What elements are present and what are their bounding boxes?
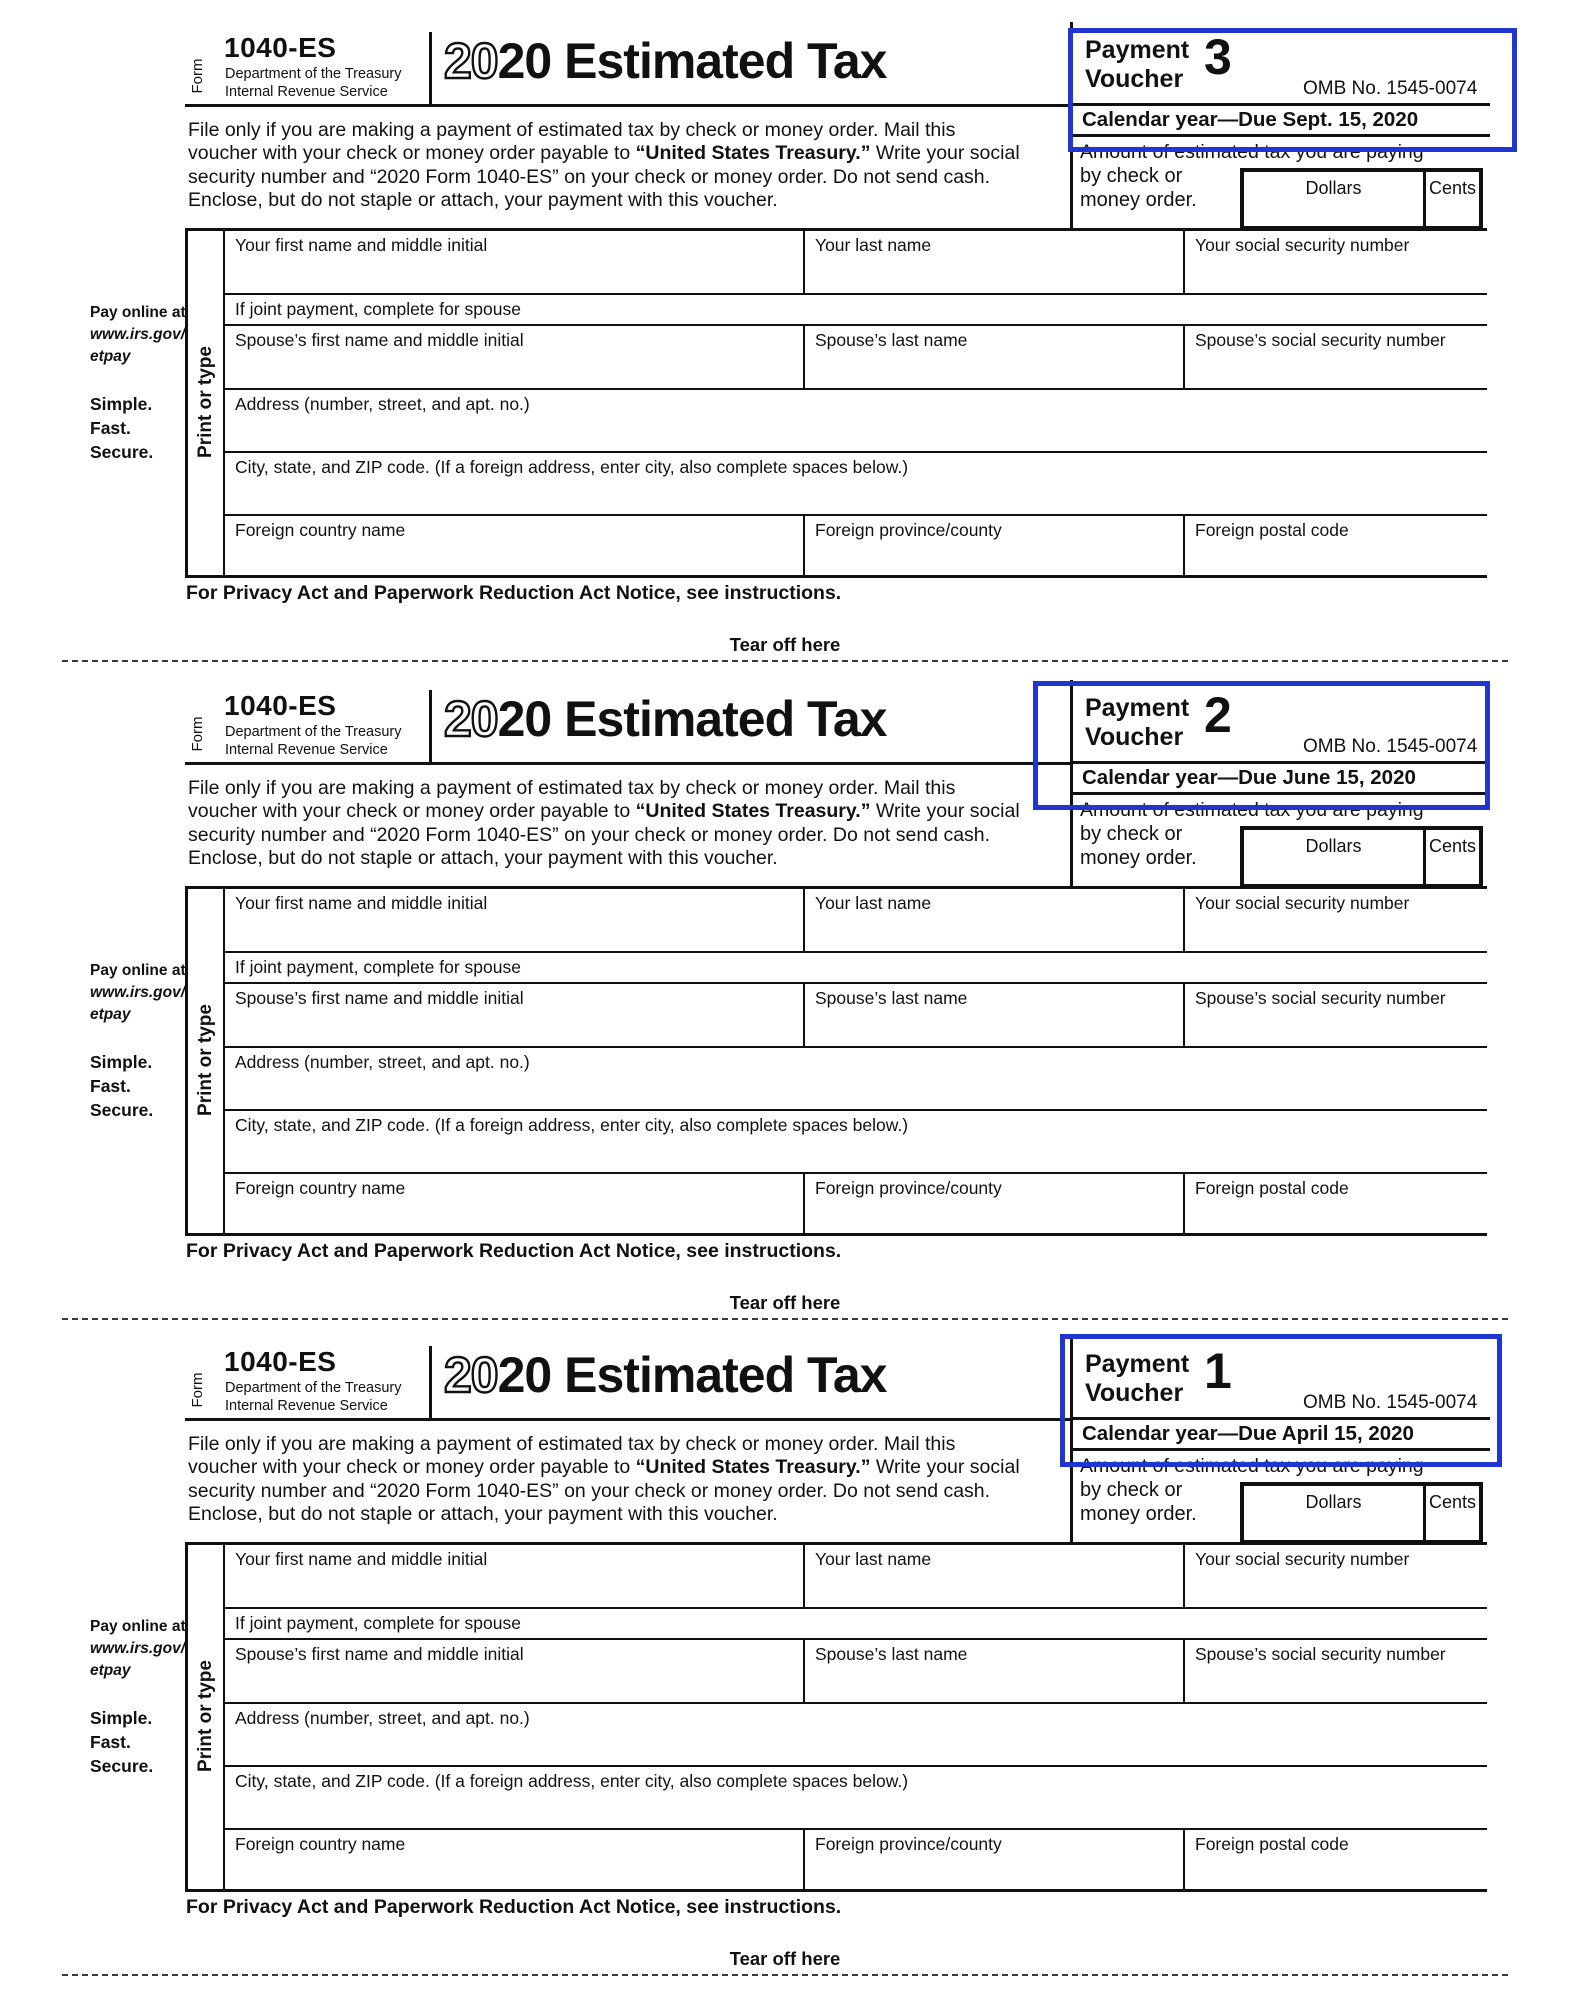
payee-name-bold: “United States Treasury.” [635,1456,871,1479]
joint-payment-note [225,295,1487,324]
department-line: Department of the Treasury [225,66,402,82]
dollars-field[interactable] [1244,172,1426,226]
dollars-label: Dollars [1305,178,1362,198]
form-number: 1040-ES [224,32,337,63]
foreign-country-label: Foreign country name [235,1834,406,1854]
header-divider [429,690,432,764]
table-row [225,1640,1487,1704]
your-last-name-label: Your last name [815,235,932,255]
spouse-last-name-field[interactable] [805,1640,1185,1702]
table-rows [225,1545,1487,1889]
form-title [444,691,887,747]
amount-caption-line1: Amount of estimated tax you are paying [1080,799,1424,821]
table-row [225,295,1487,326]
amount-caption-line1: Amount of estimated tax you are paying [1080,141,1424,163]
instructions-part1: File only if you are making a payment of estimated tax by check or money order. Mail this voucher with your check or money order payable to [188,1433,956,1479]
taxpayer-info-table [185,886,1487,1236]
foreign-postal-label: Foreign postal code [1195,1834,1349,1854]
your-last-name-label: Your last name [815,1549,932,1569]
form-word-vertical-label: Form [189,716,206,752]
table-row [225,889,1487,953]
secure-label: Secure. [90,1756,154,1776]
agency-line: Internal Revenue Service [225,84,388,100]
form-word-vertical-label: Form [189,58,206,94]
secure-label: Secure. [90,442,154,462]
amount-caption-line2: by check or [1080,1479,1183,1501]
pay-online-label: Pay online at [90,962,186,979]
address-field[interactable] [225,1048,1487,1109]
table-row [225,1704,1487,1767]
your-ssn-label: Your social security number [1195,235,1410,255]
spouse-last-name-label: Spouse’s last name [815,330,968,350]
spouse-first-name-field[interactable] [225,984,805,1046]
voucher-number: 1 [1204,1343,1232,1399]
year-outline-digits: 20 [444,1347,498,1403]
your-first-name-label: Your first name and middle initial [235,1549,488,1569]
your-last-name-field[interactable] [805,231,1185,293]
cents-field[interactable] [1426,172,1479,226]
your-last-name-label: Your last name [815,893,932,913]
pay-online-label: Pay online at [90,1618,186,1635]
filing-instructions [188,1433,1022,1527]
irs-url-line1: www.irs.gov/ [90,1640,186,1657]
spouse-last-name-label: Spouse’s last name [815,988,968,1008]
voucher-number: 3 [1204,29,1232,85]
foreign-country-label: Foreign country name [235,520,406,540]
amount-entry-box[interactable] [1240,826,1483,888]
highlight-box [1060,1334,1502,1467]
your-first-name-label: Your first name and middle initial [235,893,488,913]
due-date-line: Calendar year—Due April 15, 2020 [1072,1417,1490,1451]
irs-url-line2: etpay [90,348,131,365]
pay-online-label: Pay online at [90,304,186,321]
table-row [225,1111,1487,1174]
privacy-act-notice: For Privacy Act and Paperwork Reduction Act Notice, see instructions. [186,1240,842,1262]
payment-word: Payment [1085,36,1190,64]
amount-entry-box[interactable] [1240,168,1483,230]
print-or-type-band [188,1545,225,1889]
instructions-part2: Write your social security number and “2020 Form 1040-ES” on your check or money order. Do not send cash. Enclose, but do not staple or attach, your payment with this voucher. [188,800,1020,870]
voucher-word: Voucher [1085,65,1184,93]
highlight-box [1033,681,1490,810]
instructions-part2: Write your social security number and “2020 Form 1040-ES” on your check or money order. Do not send cash. Enclose, but do not staple or attach, your payment with this voucher. [188,1456,1020,1526]
amount-entry-box[interactable] [1240,1482,1483,1544]
header-divider [429,1346,432,1420]
table-row [225,984,1487,1048]
your-first-name-field[interactable] [225,231,805,293]
highlight-box [1068,28,1517,152]
omb-number: OMB No. 1545-0074 [1303,78,1478,99]
privacy-act-notice: For Privacy Act and Paperwork Reduction Act Notice, see instructions. [186,1896,842,1918]
table-row [225,1174,1487,1233]
your-ssn-label: Your social security number [1195,1549,1410,1569]
taxpayer-info-table [185,228,1487,578]
instructions-part1: File only if you are making a payment of estimated tax by check or money order. Mail this voucher with your check or money order payable to [188,777,956,823]
omb-number: OMB No. 1545-0074 [1303,1392,1478,1413]
print-or-type-label: Print or type [195,346,216,458]
fast-label: Fast. [90,1732,131,1752]
irs-url-line2: etpay [90,1006,131,1023]
tear-off-line [62,660,1508,662]
simple-label: Simple. [90,1052,153,1072]
form-title [444,33,887,89]
tear-off-label: Tear off here [729,1292,841,1313]
instructions-part2: Write your social security number and “2020 Form 1040-ES” on your check or money order. Do not send cash. Enclose, but do not staple or attach, your payment with this voucher. [188,142,1020,212]
your-ssn-field[interactable] [1185,889,1487,951]
due-date-line: Calendar year—Due June 15, 2020 [1072,761,1490,795]
dollars-label: Dollars [1305,1492,1362,1512]
amount-caption-line3: money order. [1080,1503,1197,1525]
foreign-postal-label: Foreign postal code [1195,1178,1349,1198]
table-row [225,1048,1487,1111]
foreign-province-field[interactable] [805,516,1185,575]
tear-off-line [62,1974,1508,1976]
instructions-part1: File only if you are making a payment of estimated tax by check or money order. Mail this voucher with your check or money order payable to [188,119,956,165]
header-rule [185,762,1072,765]
department-line: Department of the Treasury [225,1380,402,1396]
payee-name-bold: “United States Treasury.” [635,142,871,165]
due-date-line: Calendar year—Due Sept. 15, 2020 [1072,103,1490,137]
joint-payment-label: If joint payment, complete for spouse [235,1613,521,1633]
table-row [225,231,1487,295]
spouse-first-name-label: Spouse’s first name and middle initial [235,330,524,350]
spouse-first-name-label: Spouse’s first name and middle initial [235,1644,524,1664]
tear-off-line [62,1318,1508,1320]
table-row [225,390,1487,453]
amount-caption-line2: by check or [1080,165,1183,187]
header-divider [429,32,432,106]
voucher-word: Voucher [1085,1379,1184,1407]
header-rule [185,104,1072,107]
title-text: Estimated Tax [551,1347,887,1403]
address-label: Address (number, street, and apt. no.) [235,1052,530,1072]
foreign-country-field[interactable] [225,1830,805,1889]
spouse-last-name-label: Spouse’s last name [815,1644,968,1664]
spouse-first-name-field[interactable] [225,1640,805,1702]
foreign-country-field[interactable] [225,516,805,575]
omb-number: OMB No. 1545-0074 [1303,736,1478,757]
fast-label: Fast. [90,418,131,438]
table-rows [225,231,1487,575]
year-outline-digits: 20 [444,691,498,747]
your-last-name-field[interactable] [805,1545,1185,1607]
address-field[interactable] [225,390,1487,451]
foreign-postal-field[interactable] [1185,1174,1487,1233]
foreign-province-field[interactable] [805,1830,1185,1889]
filing-instructions [188,777,1022,871]
spouse-ssn-field[interactable] [1185,1640,1487,1702]
table-row [225,1767,1487,1830]
irs-url-line2: etpay [90,1662,131,1679]
spouse-first-name-field[interactable] [225,326,805,388]
dollars-label: Dollars [1305,836,1362,856]
form-number: 1040-ES [224,1346,337,1377]
irs-url-line1: www.irs.gov/ [90,984,186,1001]
foreign-province-field[interactable] [805,1174,1185,1233]
your-last-name-field[interactable] [805,889,1185,951]
payment-voucher-2 [0,680,1570,1340]
title-text: Estimated Tax [551,33,887,89]
foreign-postal-field[interactable] [1185,1830,1487,1889]
your-first-name-label: Your first name and middle initial [235,235,488,255]
your-ssn-field[interactable] [1185,1545,1487,1607]
print-or-type-band [188,889,225,1233]
title-text: Estimated Tax [551,691,887,747]
irs-url-line1: www.irs.gov/ [90,326,186,343]
print-or-type-label: Print or type [195,1660,216,1772]
agency-line: Internal Revenue Service [225,742,388,758]
amount-caption-line3: money order. [1080,189,1197,211]
joint-payment-note [225,1609,1487,1638]
payment-word: Payment [1085,694,1190,722]
voucher-number: 2 [1204,687,1232,743]
table-row [225,516,1487,575]
privacy-act-notice: For Privacy Act and Paperwork Reduction Act Notice, see instructions. [186,582,842,604]
table-rows [225,889,1487,1233]
table-row [225,1609,1487,1640]
fast-label: Fast. [90,1076,131,1096]
simple-label: Simple. [90,1708,153,1728]
city-state-zip-label: City, state, and ZIP code. (If a foreign address, enter city, also complete spaces below.) [235,457,909,477]
form-number: 1040-ES [224,690,337,721]
payment-voucher-1 [0,1336,1570,1996]
table-row [225,326,1487,390]
amount-caption-line1: Amount of estimated tax you are paying [1080,1455,1424,1477]
cents-label: Cents [1428,1492,1477,1512]
spouse-first-name-label: Spouse’s first name and middle initial [235,988,524,1008]
table-row [225,1830,1487,1889]
spouse-ssn-label: Spouse’s social security number [1195,1644,1446,1664]
city-state-zip-label: City, state, and ZIP code. (If a foreign address, enter city, also complete spaces below.) [235,1115,909,1135]
joint-payment-note [225,953,1487,982]
amount-caption-line3: money order. [1080,847,1197,869]
spouse-ssn-field[interactable] [1185,984,1487,1046]
department-line: Department of the Treasury [225,724,402,740]
print-or-type-band [188,231,225,575]
year-bold-digits: 20 [497,33,552,89]
foreign-province-label: Foreign province/county [815,1834,1002,1854]
foreign-country-label: Foreign country name [235,1178,406,1198]
spouse-ssn-label: Spouse’s social security number [1195,330,1446,350]
table-row [225,1545,1487,1609]
secure-label: Secure. [90,1100,154,1120]
payment-voucher-3 [0,22,1570,682]
print-or-type-label: Print or type [195,1004,216,1116]
spouse-ssn-field[interactable] [1185,326,1487,388]
city-state-zip-field[interactable] [225,1111,1487,1172]
simple-label: Simple. [90,394,153,414]
city-state-zip-label: City, state, and ZIP code. (If a foreign address, enter city, also complete spaces below.) [235,1771,909,1791]
header-rule [185,1418,1072,1421]
your-first-name-field[interactable] [225,889,805,951]
year-bold-digits: 20 [497,1347,552,1403]
spouse-last-name-field[interactable] [805,326,1185,388]
payment-word: Payment [1085,1350,1190,1378]
table-row [225,453,1487,516]
tear-off-label: Tear off here [729,634,841,655]
your-ssn-label: Your social security number [1195,893,1410,913]
address-label: Address (number, street, and apt. no.) [235,1708,530,1728]
spouse-last-name-field[interactable] [805,984,1185,1046]
joint-payment-label: If joint payment, complete for spouse [235,957,521,977]
cents-label: Cents [1428,178,1477,198]
foreign-province-label: Foreign province/county [815,520,1002,540]
filing-instructions [188,119,1022,213]
table-row [225,953,1487,984]
year-outline-digits: 20 [444,33,498,89]
joint-payment-label: If joint payment, complete for spouse [235,299,521,319]
tear-off-label: Tear off here [729,1948,841,1969]
city-state-zip-field[interactable] [225,453,1487,514]
dollars-field[interactable] [1244,830,1426,884]
spouse-ssn-label: Spouse’s social security number [1195,988,1446,1008]
cents-label: Cents [1428,836,1477,856]
form-word-vertical-label: Form [189,1372,206,1408]
form-title [444,1347,887,1403]
your-first-name-field[interactable] [225,1545,805,1607]
address-field[interactable] [225,1704,1487,1765]
payee-name-bold: “United States Treasury.” [635,800,871,823]
foreign-province-label: Foreign province/county [815,1178,1002,1198]
cents-field[interactable] [1426,1486,1479,1540]
your-ssn-field[interactable] [1185,231,1487,293]
address-label: Address (number, street, and apt. no.) [235,394,530,414]
cents-field[interactable] [1426,830,1479,884]
foreign-country-field[interactable] [225,1174,805,1233]
dollars-field[interactable] [1244,1486,1426,1540]
city-state-zip-field[interactable] [225,1767,1487,1828]
amount-caption-line2: by check or [1080,823,1183,845]
voucher-word: Voucher [1085,723,1184,751]
agency-line: Internal Revenue Service [225,1398,388,1414]
year-bold-digits: 20 [497,691,552,747]
foreign-postal-label: Foreign postal code [1195,520,1349,540]
foreign-postal-field[interactable] [1185,516,1487,575]
taxpayer-info-table [185,1542,1487,1892]
